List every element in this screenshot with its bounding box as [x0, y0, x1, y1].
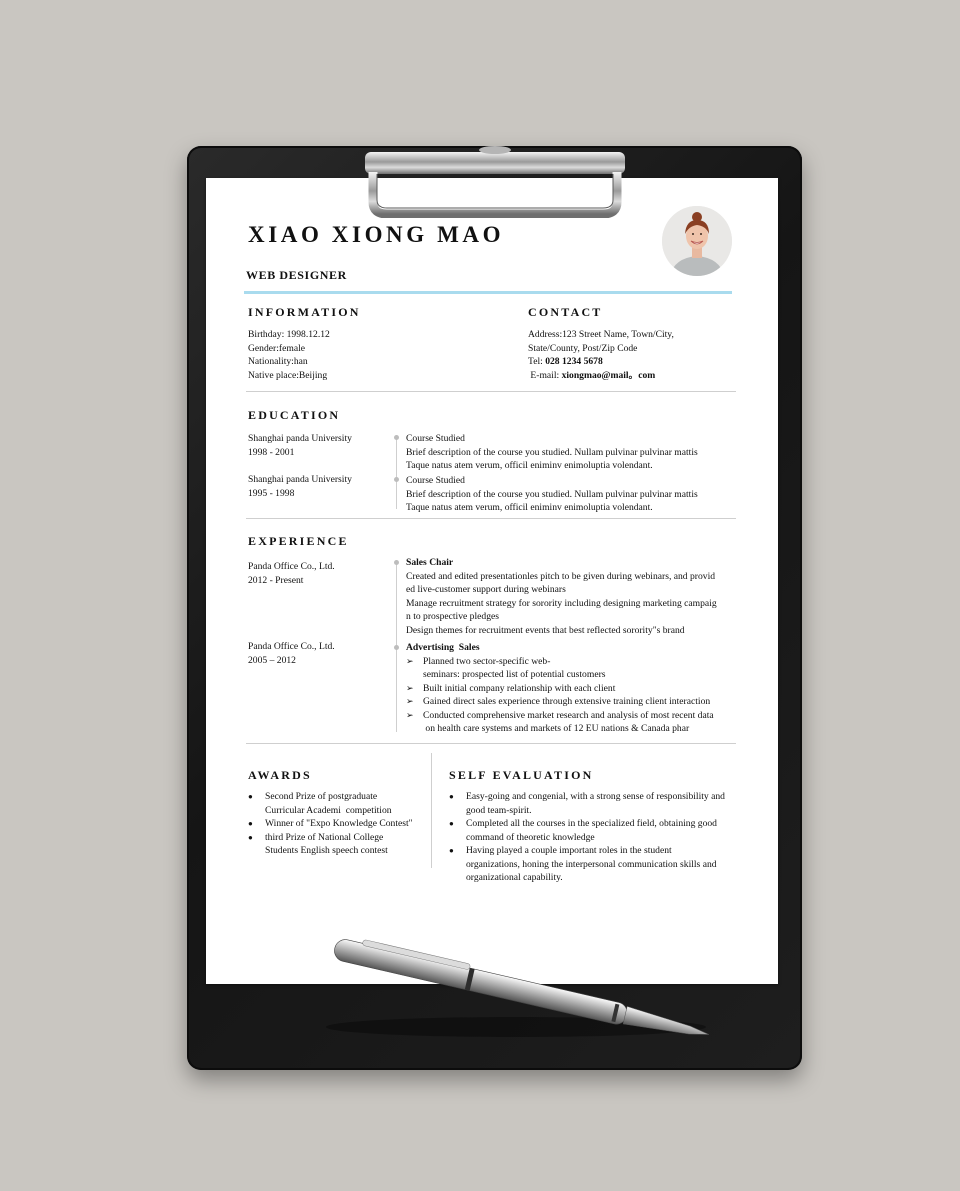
column-divider [431, 753, 432, 868]
company-name: Panda Office Co., Ltd. [248, 561, 335, 572]
award-line: ● Second Prize of postgraduate [265, 791, 378, 802]
job-line: Created and edited presentationles pitch to be given during webinars, and provid [406, 570, 716, 582]
email-label: E-mail: [528, 369, 562, 381]
award-line: Students English speech contest [265, 845, 388, 856]
list-item [406, 709, 714, 736]
course-title: Course Studied [406, 433, 465, 444]
native-place-text: Native place:Beijing [248, 369, 328, 381]
job-line: ed live-customer support during webinars [406, 584, 566, 595]
timeline-dot [394, 645, 399, 650]
education-entry [248, 473, 352, 500]
timeline-dot [394, 435, 399, 440]
company-years: 2012 - Present [248, 574, 304, 586]
experience-detail [406, 556, 717, 637]
tel-line [528, 355, 674, 369]
course-desc: Brief description of the course you studied. Nullam pulvinar pulvinar mattis [406, 446, 698, 458]
list-item [449, 817, 725, 844]
education-entry [248, 432, 352, 459]
divider [246, 391, 736, 392]
experience-entry [248, 560, 335, 587]
school-years: 1998 - 2001 [248, 446, 295, 458]
gender-text: Gender:female [248, 342, 305, 354]
resume-role: WEB DESIGNER [246, 268, 347, 282]
evaluation-line: organizations, honing the interpersonal communication skills and [466, 858, 717, 870]
job-title: Sales Chair [406, 557, 454, 568]
school-name: Shanghai panda University [248, 474, 352, 485]
accent-divider [244, 291, 732, 294]
divider [246, 743, 736, 744]
list-item [406, 695, 714, 709]
birthday-text: Birthday: 1998.12.12 [248, 329, 330, 340]
education-heading: EDUCATION [248, 408, 341, 422]
experience-entry [248, 640, 335, 667]
timeline-dot [394, 560, 399, 565]
address-line-1: Address:123 Street Name, Town/City, [528, 329, 674, 340]
award-line: Curricular Academi competition [265, 804, 392, 816]
self-evaluation-heading: SELF EVALUATION [449, 768, 594, 782]
evaluation-line: ● Easy-going and congenial, with a strong sense of responsibility and [466, 791, 725, 802]
bullet-line: on health care systems and markets of 12 EU nations & Canada phar [423, 723, 690, 734]
awards-list [248, 790, 413, 858]
email-line [528, 369, 674, 383]
education-timeline [396, 435, 397, 509]
job-title: Advertising Sales [406, 642, 480, 653]
company-years: 2005 – 2012 [248, 654, 296, 666]
school-name: Shanghai panda University [248, 433, 352, 444]
bullet-line: ➢ Planned two sector-specific web- [423, 655, 551, 667]
evaluation-line: organizational capability. [466, 872, 563, 883]
job-line: n to prospective pledges [406, 611, 499, 622]
profile-photo [662, 206, 732, 276]
information-heading: INFORMATION [248, 305, 361, 319]
award-line: ● Winner of "Expo Knowledge Contest" [265, 818, 413, 829]
course-desc: Taque natus atem verum, officil eniminv enimoluptia volendant. [406, 460, 653, 471]
evaluation-line: ● Completed all the courses in the specialized field, obtaining good [466, 818, 717, 829]
bullet-line: ➢ Gained direct sales experience through extensive training client interaction [423, 696, 711, 707]
course-desc: Taque natus atem verum, officil eniminv enimoluptia volendant. [406, 502, 653, 513]
list-item [406, 655, 714, 682]
evaluation-line: command of theoretic knowledge [466, 831, 595, 843]
course-desc: Brief description of the course you studied. Nullam pulvinar pulvinar mattis [406, 488, 698, 500]
clipboard-clip-icon [365, 146, 625, 218]
job-bullet-list [406, 655, 714, 736]
experience-detail [406, 641, 714, 736]
award-line: ● third Prize of National College [265, 831, 384, 843]
evaluation-line: good team-spirit. [466, 804, 532, 816]
resume-paper [206, 178, 778, 984]
self-evaluation-list [449, 790, 725, 885]
list-item [406, 682, 714, 696]
timeline-dot [394, 477, 399, 482]
email-value: xiongmao@mail。com [561, 369, 656, 381]
experience-heading: EXPERIENCE [248, 534, 349, 548]
address-line-2: State/County, Post/Zip Code [528, 342, 638, 354]
list-item [248, 790, 413, 817]
tel-label: Tel: [528, 356, 546, 367]
tel-value: 028 1234 5678 [545, 356, 603, 367]
list-item [449, 790, 725, 817]
company-name: Panda Office Co., Ltd. [248, 641, 335, 652]
awards-heading: AWARDS [248, 768, 312, 782]
pen-icon [316, 935, 736, 1050]
education-detail [406, 474, 698, 515]
course-title: Course Studied [406, 475, 465, 486]
education-detail [406, 432, 698, 473]
school-years: 1995 - 1998 [248, 487, 295, 499]
evaluation-line: ● Having played a couple important roles in the student [466, 845, 672, 856]
bullet-line: ➢ Conducted comprehensive market research and analysis of most recent data [423, 709, 714, 721]
nationality-text: Nationality:han [248, 356, 308, 367]
bullet-line: ➢ Built initial company relationship with each client [423, 682, 616, 694]
list-item [248, 817, 413, 831]
job-line: Design themes for recruitment events that best reflected sorority"s brand [406, 624, 685, 636]
bullet-line: seminars: prospected list of potential customers [423, 669, 606, 680]
resume-name: XIAO XIONG MAO [248, 222, 505, 247]
contact-heading: CONTACT [528, 305, 603, 319]
list-item [449, 844, 725, 885]
divider [246, 518, 736, 519]
list-item [248, 831, 413, 858]
information-list [248, 328, 330, 382]
job-line: Manage recruitment strategy for sorority including designing marketing campaig [406, 597, 717, 609]
contact-list [528, 328, 674, 382]
